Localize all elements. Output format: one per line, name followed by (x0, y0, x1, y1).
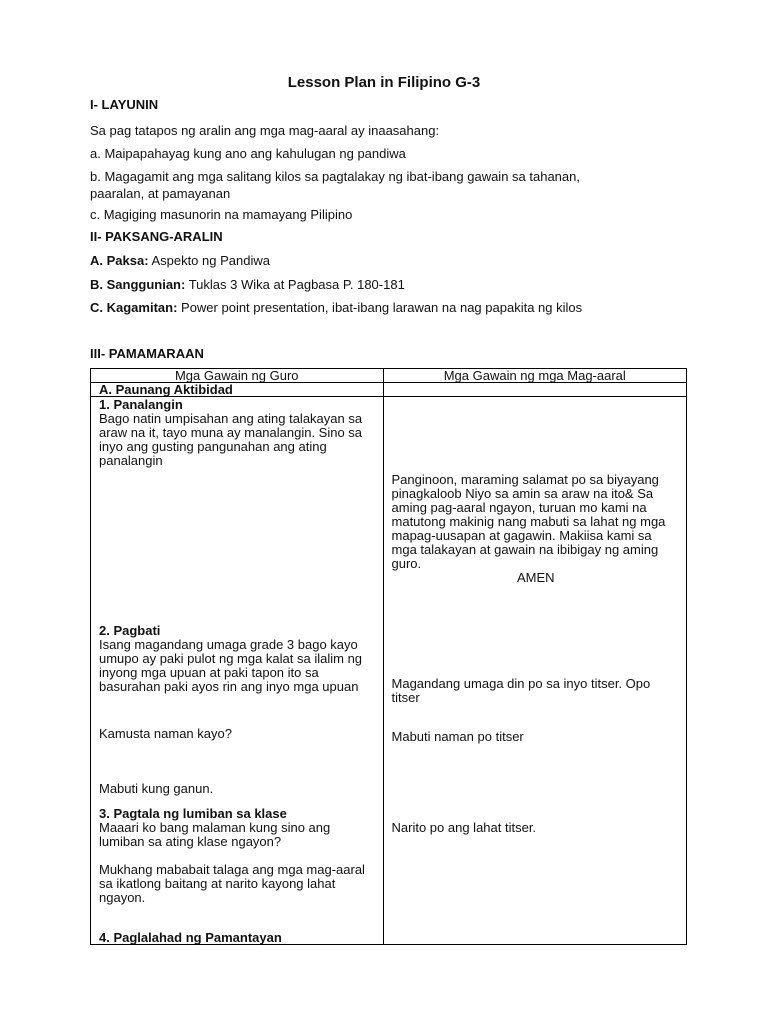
table-section-row (91, 383, 687, 397)
panalangin-title: 1. Panalangin (99, 397, 183, 412)
guro-column-cell (91, 397, 384, 945)
sanggunian-label: B. Sanggunian: (90, 277, 186, 292)
magaaral-column-cell (383, 397, 686, 945)
pagbati-title: 2. Pagbati (99, 623, 161, 638)
mababait-guro: Mukhang mababait talaga ang mga mag-aaral sa ikatlong baitang at narito kayong lahat ngayon. (99, 862, 365, 905)
lumiban-title: 3. Pagtala ng lumiban sa klase (99, 806, 287, 821)
kamusta-guro: Kamusta naman kayo? (99, 726, 232, 741)
lumiban-guro: Maaari ko bang malaman kung sino ang lumiban sa ating klase ngayon? (99, 820, 331, 849)
paksa-value: Aspekto ng Pandiwa (148, 253, 270, 268)
sanggunian-line (90, 276, 405, 293)
table-row (91, 397, 687, 945)
column-header-magaaral: Mga Gawain ng mga Mag-aaral (383, 369, 686, 383)
paksa-label: A. Paksa: (90, 253, 149, 268)
pagbati-magaaral: Magandang umaga din po sa inyo titser. Opo titser (391, 676, 651, 705)
section-empty-cell (383, 383, 686, 397)
layunin-item-b-line1: b. Magagamit ang mga salitang kilos sa pagtalakay ng ibat-ibang gawain sa tahanan, (90, 169, 580, 184)
lumiban-magaaral: Narito po ang lahat titser. (391, 820, 537, 835)
amen-text: AMEN (516, 570, 555, 585)
pamantayan-title: 4. Paglalahad ng Pamantayan (99, 930, 282, 945)
page-title: Lesson Plan in Filipino G-3 (287, 74, 481, 91)
panalangin-magaaral: Panginoon, maraming salamat po sa biyayang pinagkaloob Niyo sa amin sa araw na ito& Sa aming pag-aaral ngayon, turuan mo kami na matutong makinig nang mabuti sa lahat ng mga mapag-uusapan at gagawin. Makiisa kami sa mga talakayan at gawain na ibibigay ng aming guro. (391, 472, 666, 571)
layunin-heading: I- LAYUNIN (90, 97, 159, 112)
pagbati-guro: Isang magandang umaga grade 3 bago kayo umupo ay paki pulot ng mga kalat sa ilalim ng inyong mga upuan at paki tapon ito sa basurahan paki ayos rin ang inyo mga upuan (99, 637, 363, 694)
pamamaraan-heading: III- PAMAMARAAN (90, 346, 204, 361)
sanggunian-value: Tuklas 3 Wika at Pagbasa P. 180-181 (185, 277, 405, 292)
section-paunang-aktibidad: A. Paunang Aktibidad (91, 383, 384, 397)
column-header-guro: Mga Gawain ng Guro (91, 369, 384, 383)
panalangin-guro: Bago natin umpisahan ang ating talakayan sa araw na it, tayo muna ay manalangin. Sino sa inyo ang gusting pangunahan ang ating panalangin (99, 411, 363, 468)
layunin-intro: Sa pag tatapos ng aralin ang mga mag-aaral ay inaasahang: (90, 123, 440, 138)
layunin-item-b-line2: paaralan, at pamayanan (90, 186, 231, 201)
kagamitan-line (90, 299, 582, 316)
paksang-aralin-heading: II- PAKSANG-ARALIN (90, 229, 223, 244)
table-header-row (91, 369, 687, 383)
kamusta-magaaral: Mabuti naman po titser (391, 729, 524, 744)
paksa-line (90, 252, 270, 269)
layunin-item-a: a. Maipapahayag kung ano ang kahulugan ng pandiwa (90, 146, 406, 161)
kagamitan-label: C. Kagamitan: (90, 300, 178, 315)
pamamaraan-table (90, 368, 687, 945)
kagamitan-value: Power point presentation, ibat-ibang larawan na nag papakita ng kilos (177, 300, 583, 315)
mabuti-guro: Mabuti kung ganun. (99, 781, 214, 796)
layunin-item-c: c. Magiging masunorin na mamayang Pilipino (90, 207, 353, 222)
